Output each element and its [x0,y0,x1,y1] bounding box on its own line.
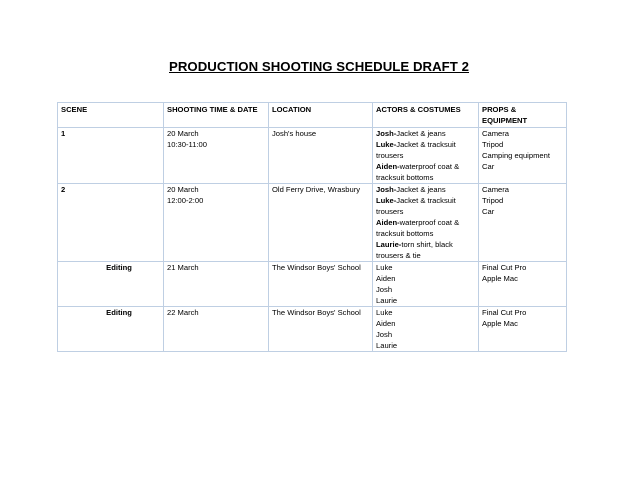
location-text: The Windsor Boys' School [272,263,361,272]
actor-name: Luke- [376,196,397,205]
table-row [58,128,567,184]
prop-item: Final Cut Pro [482,308,527,317]
actor-name: Josh- [376,185,397,194]
actor-costume: torn shirt, black trousers & tie [376,240,453,260]
header-scene: SCENE [58,103,164,128]
shoot-date: 22 March [167,308,199,317]
scene-cell: 2 [58,184,164,262]
actor-entry [376,161,475,183]
shoot-date: 21 March [167,263,199,272]
actors-cell [373,128,479,184]
shooting-schedule-table [57,102,567,352]
prop-item: Tripod [482,196,504,205]
scene-cell: Editing [58,262,164,307]
location-cell: Old Ferry Drive, Wrasbury [269,184,373,262]
location-cell [269,262,373,307]
actor-entry [376,139,475,161]
actor-costume: Jacket & jeans [396,129,446,138]
props-cell [479,184,567,262]
prop-item: Camping equipment [482,151,550,160]
actor-costume: waterproof coat & tracksuit bottoms [376,218,460,238]
actor-entry: Laurie [376,341,398,350]
table-row [58,307,567,352]
scene-cell: 1 [58,128,164,184]
time-date-cell [164,262,269,307]
header-props-equipment: PROPS & EQUIPMENT [479,103,567,128]
table-row [58,262,567,307]
table-header-row [58,103,567,128]
shoot-date: 20 March [167,129,199,138]
actor-costume: Jacket & tracksuit trousers [376,140,456,160]
actor-entry: Aiden [376,319,396,328]
time-date-cell [164,307,269,352]
header-shooting-time-date: SHOOTING TIME & DATE [164,103,269,128]
location-cell [269,307,373,352]
prop-item: Final Cut Pro [482,263,527,272]
document-title: PRODUCTION SHOOTING SCHEDULE DRAFT 2 [169,59,469,74]
actor-entry: Laurie [376,296,398,305]
actor-costume: waterproof coat & tracksuit bottoms [376,162,460,182]
actor-name: Aiden- [376,218,400,227]
actor-entry [376,128,475,139]
actor-entry [376,239,475,261]
actor-entry: Josh [376,285,393,294]
actors-cell [373,184,479,262]
time-date-cell [164,184,269,262]
prop-item: Car [482,207,495,216]
shoot-time: 10:30-11:00 [167,140,207,149]
props-cell [479,307,567,352]
table-row [58,184,567,262]
actor-name: Josh- [376,129,397,138]
header-actors-costumes: ACTORS & COSTUMES [373,103,479,128]
scene-cell: Editing [58,307,164,352]
prop-item: Apple Mac [482,319,518,328]
actors-cell [373,262,479,307]
actor-entry: Luke [376,263,393,272]
location-text: The Windsor Boys' School [272,308,361,317]
actor-entry [376,195,475,217]
actor-entry [376,217,475,239]
actor-entry: Josh [376,330,393,339]
prop-item: Camera [482,185,510,194]
actors-cell [373,307,479,352]
actor-name: Luke- [376,140,397,149]
prop-item: Camera [482,129,510,138]
time-date-cell [164,128,269,184]
props-cell [479,128,567,184]
actor-entry: Luke [376,308,393,317]
prop-item: Apple Mac [482,274,518,283]
actor-name: Laurie- [376,240,402,249]
header-location: LOCATION [269,103,373,128]
prop-item: Tripod [482,140,504,149]
prop-item: Car [482,162,495,171]
props-cell [479,262,567,307]
actor-costume: Jacket & tracksuit trousers [376,196,456,216]
actor-name: Aiden- [376,162,400,171]
actor-costume: Jacket & jeans [396,185,446,194]
shoot-date: 20 March [167,185,199,194]
location-cell: Josh's house [269,128,373,184]
actor-entry: Aiden [376,274,396,283]
actor-entry [376,184,475,195]
shoot-time: 12:00-2:00 [167,196,204,205]
